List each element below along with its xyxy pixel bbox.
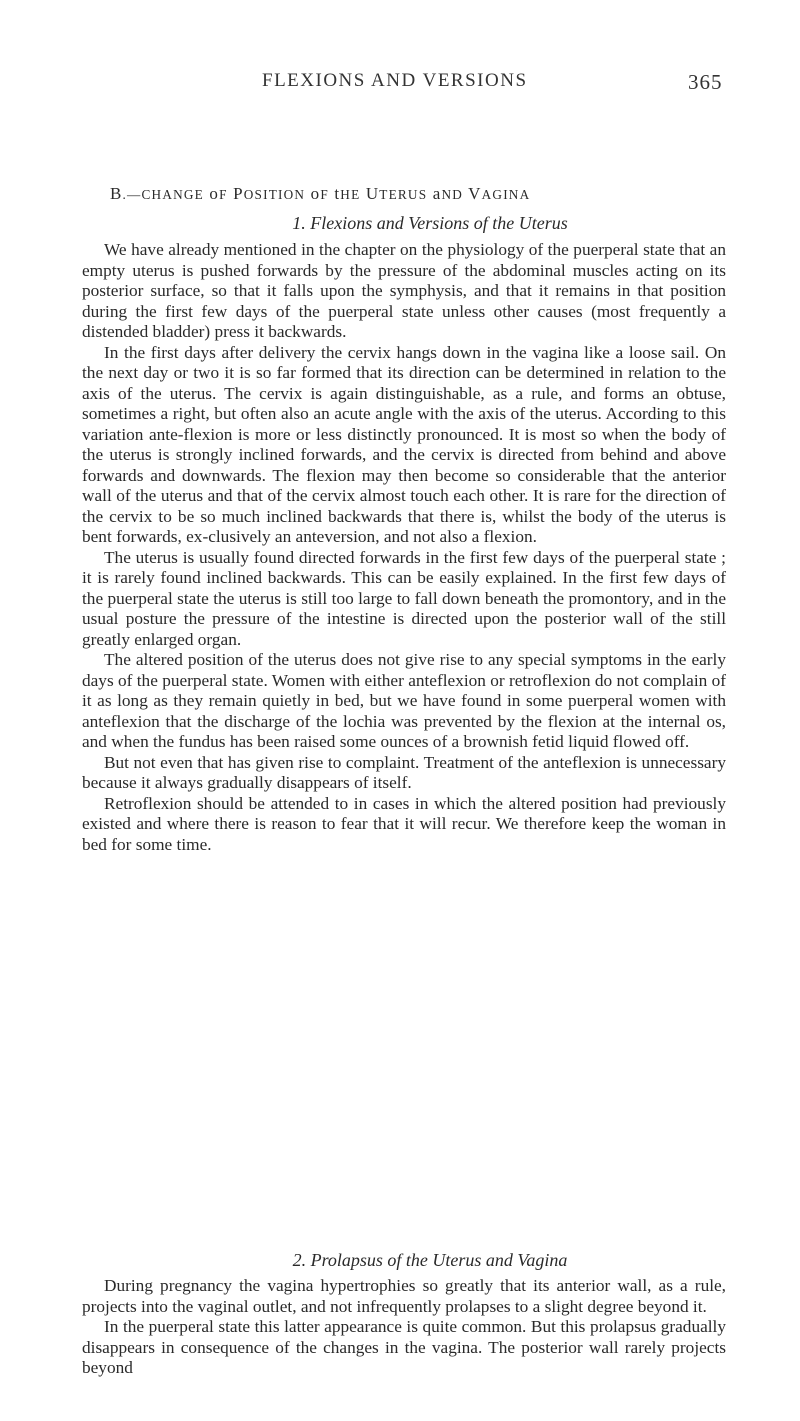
running-title: FLEXIONS AND VERSIONS: [262, 70, 528, 91]
page-number: 365: [688, 70, 723, 94]
paragraph: During pregnancy the vagina hypertrophies so greatly that its anterior wall, as a rule, projects into the vaginal outlet, and not infrequently prolapses to a slight degree beyond it.: [82, 1276, 726, 1316]
subsection-title-prolapsus: 2. Prolapsus of the Uterus and Vagina: [292, 1250, 568, 1270]
paragraph: In the puerperal state this latter appearance is quite common. But this prolapsus gradually disappears in consequence of the changes in the vagina. The posterior wall rarely projects beyond: [82, 1317, 726, 1377]
paragraph: The altered position of the uterus does not give rise to any special symptoms in the early days of the puerperal state. Women with either anteflexion or retroflexion do not complain of it as long as they remain quietly in bed, but we have found in some puerperal women with anteflexion that the discharge of the lochia was prevented by the flexion at the internal os, and when the fundus has been raised some ounces of a brownish fetid liquid flowed off.: [82, 650, 726, 751]
running-head: [0, 70, 800, 100]
paragraph: The uterus is usually found directed forwards in the first few days of the puerperal state ; it is rarely found inclined backwards. This can be easily explained. In the first few days of the puerperal state the uterus is still too large to fall down beneath the promontory, and in the usual posture the pressure of the intestine is directed upon the posterior wall of the still greatly enlarged organ.: [82, 547, 726, 649]
paragraph: Retroflexion should be attended to in cases in which the altered position had previously existed and where there is reason to fear that it will recur. We therefore keep the woman in bed for some time.: [82, 793, 726, 854]
subsection-body-flexions: [82, 240, 726, 855]
section-heading-text: B.—CHANGE oF POSITION oF tHE UTERUS aND VAGINA: [110, 184, 531, 203]
paragraph: But not even that has given rise to complaint. Treatment of the anteflexion is unnecessary because it always gradually disappears of itself.: [82, 752, 726, 792]
paragraph: In the first days after delivery the cervix hangs down in the vagina like a loose sail. On the next day or two it is so far formed that its direction can be determined in relation to the axis of the uterus. The cervix is again distinguishable, as a rule, and forms an obtuse, sometimes a right, but often also an acute angle with the axis of the uterus. According to this variation ante-flexion is more or less distinctly pronounced. It is most so when the body of the uterus is strongly inclined forwards, and the cervix is directed from behind and above forwards and downwards. The flexion may then become so considerable that the anterior wall of the uterus and that of the cervix almost touch each other. It is rare for the direction of the cervix to be so much inclined backwards that there is, whilst the body of the uterus is bent forwards, ex-clusively an anteversion, and not also a flexion.: [82, 342, 726, 546]
subsection-title-flexions: 1. Flexions and Versions of the Uterus: [292, 213, 568, 233]
subsection-body-prolapsus: [82, 1276, 726, 1379]
paragraph: We have already mentioned in the chapter on the physiology of the puerperal state that an empty uterus is pushed forwards by the pressure of the abdominal muscles acting on its posterior surface, so that it falls upon the symphysis, and that it remains in that position during the first few days of the puerperal state unless other causes (most frequently a distended bladder) press it backwards.: [82, 240, 726, 341]
section-heading: [110, 184, 750, 204]
